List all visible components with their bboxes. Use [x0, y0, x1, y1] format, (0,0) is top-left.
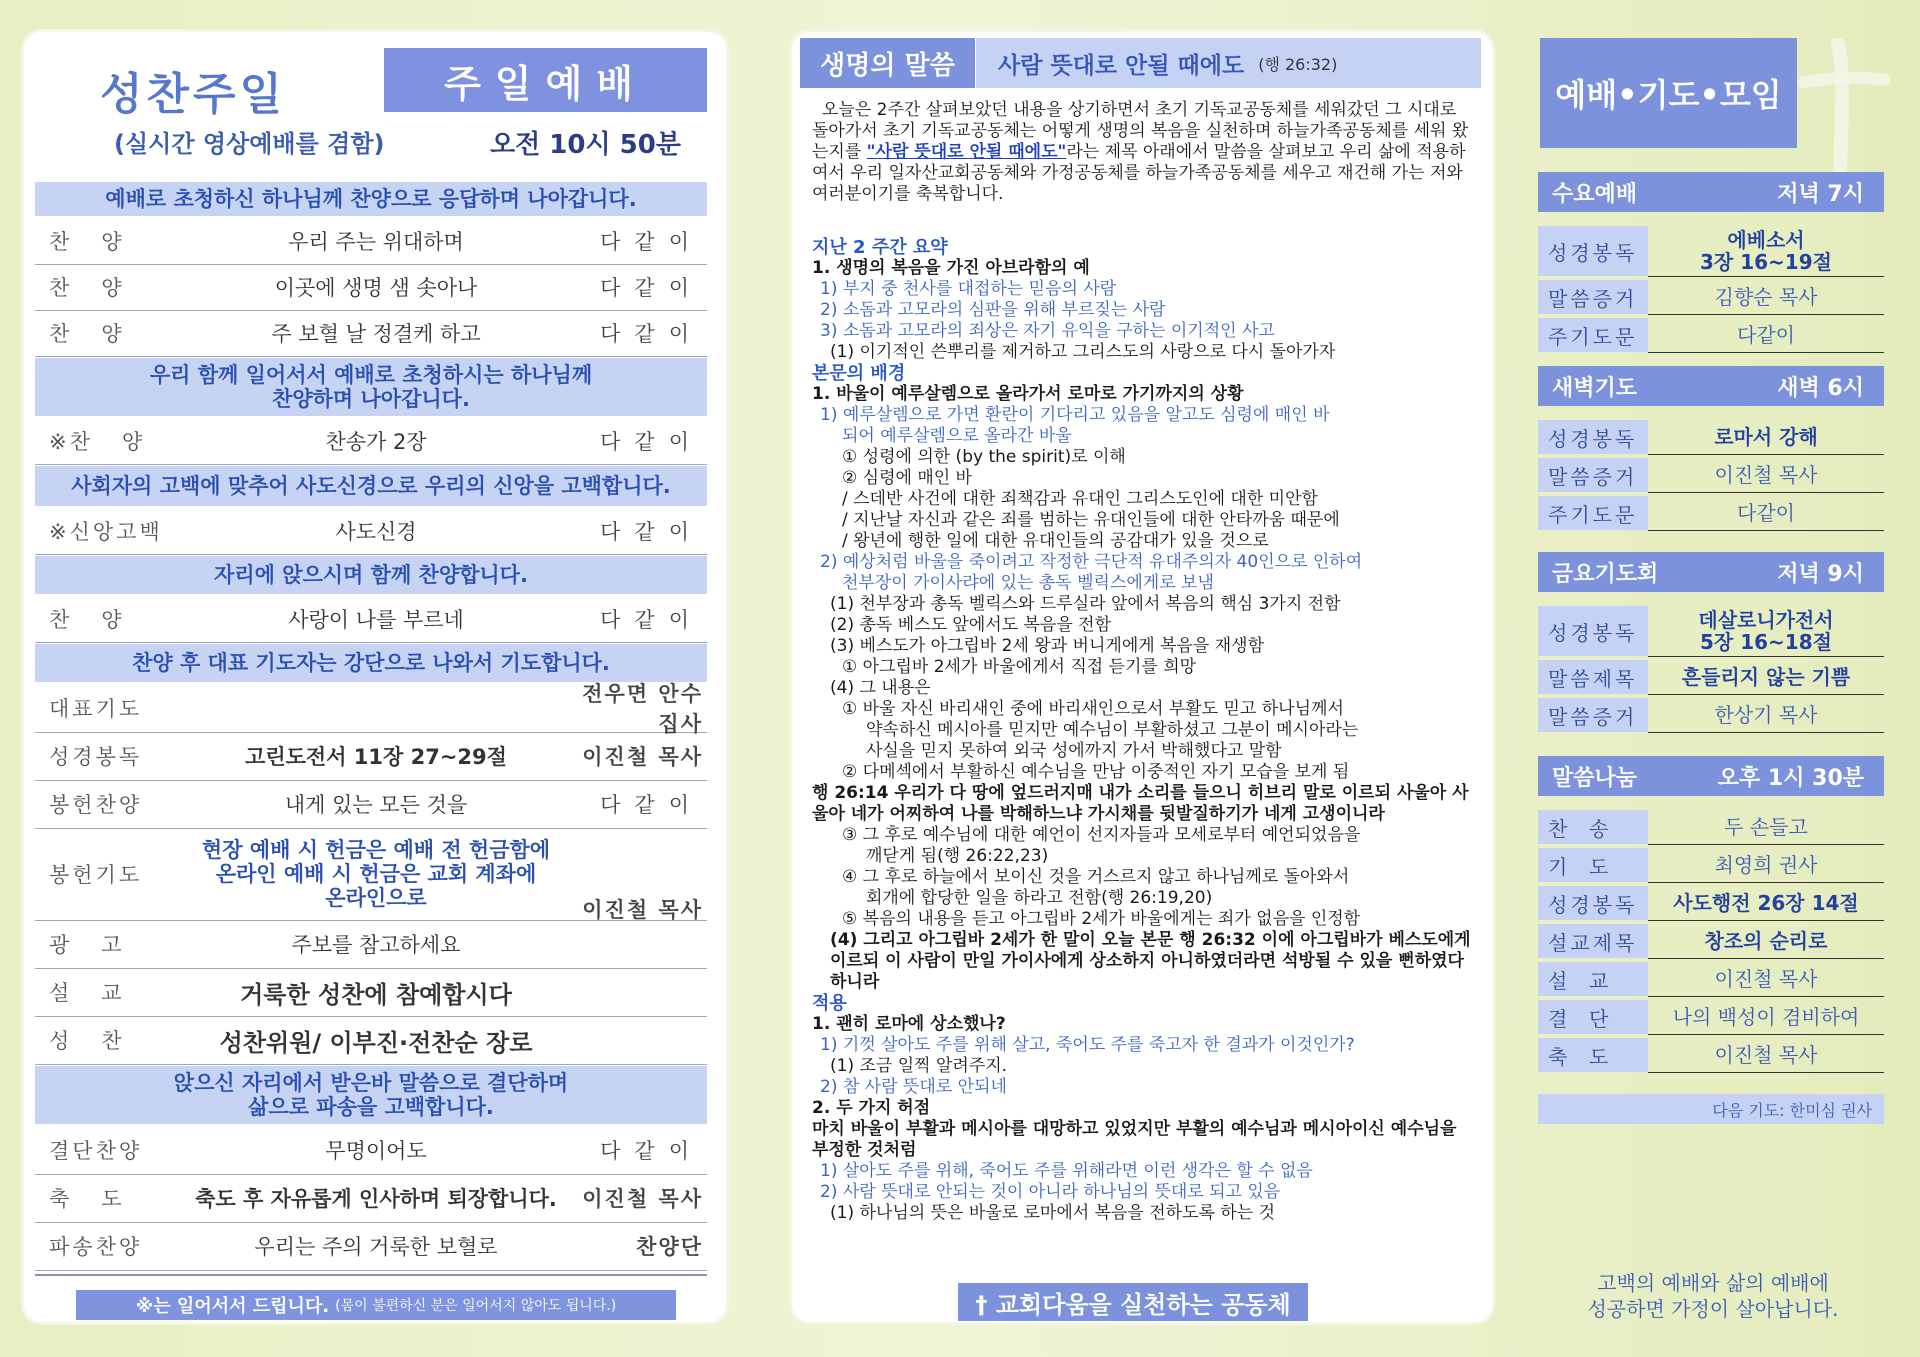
sermon-line: 2) 사람 뜻대로 안되는 것이 아니라 하나님의 뜻대로 되고 있음 [820, 1182, 1281, 1202]
sermon-line: 1) 살아도 주를 위해, 죽어도 주를 위해라면 이런 생각은 할 수 없음 [820, 1161, 1313, 1181]
schedule-header [1538, 552, 1884, 592]
schedule-row [1538, 496, 1884, 530]
order-row [35, 780, 707, 829]
schedule-header [1538, 172, 1884, 212]
intro-text-a: 오늘은 2주간 살펴보았던 내용을 상기하면서 초기 기독교공동체를 세워갔던 그 시대로 돌아가서 초기 기독교공동체는 어떻게 생명의 복음을 실천하며 하늘가족공동체를 세워 왔는지를 [812, 100, 1469, 162]
section-band: 예배로 초청하신 하나님께 찬양으로 응답하며 나아갑니다. [35, 182, 707, 216]
order-row [35, 508, 707, 555]
schedule-value: 이진철 목사 [1648, 962, 1884, 997]
sermon-line: (1) 이기적인 쓴뿌리를 제거하고 그리스도의 사랑으로 다시 돌아가자 [830, 342, 1336, 362]
schedule-row [1538, 318, 1884, 352]
order-item-content: 주보를 참고하세요 [291, 933, 461, 957]
order-row [35, 682, 707, 736]
sermon-line: 2) 소돔과 고모라의 심판을 위해 부르짖는 사람 [820, 300, 1166, 320]
schedule-key: 성경봉독 [1538, 420, 1648, 454]
schedule-header [1538, 366, 1884, 406]
sermon-line: / 지난날 자신과 같은 죄를 범하는 유대인들에 대한 안타까움 때문에 [842, 510, 1340, 530]
schedule-key: 주기도문 [1538, 318, 1648, 352]
order-row [35, 1174, 707, 1223]
order-item-leader: 전우면 안수집사 [582, 682, 703, 736]
schedule-row [1538, 1038, 1884, 1072]
schedule-title: 예배•기도•모임 [1540, 38, 1797, 148]
schedule-key: 말씀증거 [1538, 698, 1648, 732]
sermon-outline [812, 237, 1474, 1224]
sermon-line: 행 26:14 우리가 다 땅에 엎드러지매 내가 소리를 들으니 히브리 말로 이르되 사울아 사울아 네가 어찌하여 나를 박해하느냐 가시채를 뒷발질하기가 네게 고생이니라 [812, 783, 1469, 824]
order-item-leader: 다같이 [600, 276, 703, 300]
schedule-value: 다같이 [1648, 318, 1884, 353]
schedule-name: 수요예배 [1552, 181, 1638, 207]
order-row [35, 418, 707, 465]
order-row [35, 218, 707, 265]
section-band: 자리에 앉으시며 함께 찬양합니다. [35, 556, 707, 594]
sermon-line: (1) 천부장과 총독 벨릭스와 드루실라 앞에서 복음의 핵심 3가지 전함 [830, 594, 1341, 614]
order-item-content: 현장 예배 시 헌금은 예배 전 헌금함에 온라인 예배 시 헌금은 교회 계좌에 온라인으로 [201, 838, 551, 910]
sermon-title-text: 사람 뜻대로 안될 때에도 [998, 52, 1245, 79]
motto: 고백의 예배와 삶의 예배에 성공하면 가정이 살아납니다. [1587, 1271, 1839, 1321]
schedule-value: 나의 백성이 겸비하여 [1648, 1000, 1884, 1035]
subtitle: (실시간 영상예배를 겸함) [114, 130, 385, 158]
schedule-value: 이진철 목사 [1648, 1038, 1884, 1073]
order-item-label: 찬 양 [49, 276, 125, 300]
sermon-line: ③ 그 후로 예수님에 대한 예언이 선지자들과 모세로부터 예언되었음을 [842, 825, 1361, 845]
worship-label: 주일예배 [384, 48, 707, 112]
order-item-leader: 다같이 [600, 793, 703, 817]
sermon-ref: (행 26:32) [1258, 54, 1338, 74]
sermon-line: ⑤ 복음의 내용을 듣고 아그립바 2세가 바울에게는 죄가 없음을 인정함 [842, 909, 1361, 929]
schedule-row [1538, 810, 1884, 844]
order-item-leader: 다같이 [600, 230, 703, 254]
schedule-row [1538, 1000, 1884, 1034]
order-item-label: 찬 양 [49, 230, 125, 254]
schedule-value: 창조의 순리로 [1648, 924, 1884, 959]
sermon-intro [812, 100, 1474, 205]
sermon-line: 지난 2 주간 요약 [812, 237, 948, 258]
schedule-value: 다같이 [1648, 496, 1884, 531]
section-band: 사회자의 고백에 맞추어 사도신경으로 우리의 신앙을 고백합니다. [35, 466, 707, 506]
sermon-line: ④ 그 후로 하늘에서 보이신 것을 거스르지 않고 하나님께로 돌아와서 [842, 867, 1350, 887]
sermon-tag: 생명의 말씀 [800, 38, 975, 88]
schedule-value: 최영희 권사 [1648, 848, 1884, 883]
schedule-key: 축 도 [1538, 1038, 1648, 1072]
schedule-value: 이진철 목사 [1648, 458, 1884, 493]
standing-note-text: ※는 일어서서 드립니다. [135, 1296, 330, 1317]
sermon-line: 천부장이 가이사랴에 있는 총독 벨릭스에게로 보냄 [842, 573, 1214, 593]
order-item-leader: 다같이 [600, 608, 703, 632]
schedule-key: 말씀제목 [1538, 660, 1648, 694]
schedule-time: 오후 1시 30분 [1717, 765, 1864, 791]
schedule-key: 주기도문 [1538, 496, 1648, 530]
schedule-key: 설교제목 [1538, 924, 1648, 958]
sermon-line: 되어 예루살렘으로 올라간 바울 [842, 426, 1072, 446]
sermon-line: (1) 하나님의 뜻은 바울로 로마에서 복음을 전하도록 하는 것 [830, 1203, 1276, 1223]
order-item-leader: 다같이 [600, 520, 703, 544]
order-item-label: ※찬 양 [49, 430, 146, 454]
sermon-line: 1. 바울이 예루살렘으로 올라가서 로마로 가기까지의 상황 [812, 384, 1244, 404]
schedule-value: 로마서 강해 [1648, 420, 1884, 455]
order-item-label: 찬 양 [49, 608, 125, 632]
order-item-label: 결단찬양 [49, 1139, 143, 1163]
schedule-value: 흔들리지 않는 기쁨 [1648, 660, 1884, 695]
order-row [35, 732, 707, 781]
schedule-value: 한상기 목사 [1648, 698, 1884, 733]
sermon-line: (4) 그 내용은 [830, 678, 931, 698]
order-item-label: 광 고 [49, 933, 125, 957]
schedule-key: 말씀증거 [1538, 280, 1648, 314]
schedule-row [1538, 420, 1884, 454]
schedule-value: 데살로니가전서 5장 16~18절 [1648, 606, 1884, 657]
sermon-line: (3) 베스도가 아그립바 2세 왕과 버니게에게 복음을 재생함 [830, 636, 1265, 656]
schedule-row [1538, 606, 1884, 656]
order-row [35, 1222, 707, 1271]
sermon-line: 적용 [812, 993, 847, 1014]
schedule-key: 성경봉독 [1538, 226, 1648, 276]
order-item-label: 찬 양 [49, 322, 125, 346]
order-item-label: 봉헌기도 [49, 863, 143, 887]
schedule-name: 금요기도회 [1552, 561, 1659, 587]
order-item-label: 봉헌찬양 [49, 793, 143, 817]
sermon-line: 1. 생명의 복음을 가진 아브라함의 예 [812, 258, 1090, 278]
order-row [35, 920, 707, 969]
schedule-header [1538, 756, 1884, 796]
standing-note-small: (몸이 불편하신 분은 일어서지 않아도 됩니다.) [335, 1298, 617, 1314]
order-item-content: 우리 주는 위대하며 [288, 230, 464, 254]
schedule-name: 말씀나눔 [1552, 765, 1638, 791]
divider [35, 1274, 707, 1276]
schedule-key: 찬 송 [1538, 810, 1648, 844]
sermon-line: (1) 조금 일찍 알려주지. [830, 1056, 1008, 1076]
schedule-key: 기 도 [1538, 848, 1648, 882]
order-item-content: 사랑이 나를 부르네 [288, 608, 464, 632]
order-item-content: 우리는 주의 거룩한 보혈로 [254, 1235, 498, 1259]
order-item-label: 축 도 [49, 1187, 125, 1211]
order-item-content: 거룩한 성찬에 참예합시다 [240, 980, 512, 1009]
sermon-line: ① 성령에 의한 (by the spirit)로 이해 [842, 447, 1126, 467]
order-item-leader: 이진철 목사 [582, 1187, 703, 1211]
sermon-line: ① 아그립바 2세가 바울에게서 직접 듣기를 희망 [842, 657, 1197, 677]
sermon-line: 약속하신 메시아를 믿지만 예수님이 부활하셨고 그분이 메시아라는 [866, 720, 1359, 740]
sermon-line: (2) 총독 베스도 앞에서도 복음을 전함 [830, 615, 1112, 635]
order-row [35, 596, 707, 643]
section-band: 앉으신 자리에서 받은바 말씀으로 결단하며 삶으로 파송을 고백합니다. [35, 1066, 707, 1124]
sermon-title [976, 38, 1481, 88]
sermon-line: 깨닫게 됨(행 26:22,23) [866, 846, 1049, 866]
schedule-time: 저녁 9시 [1777, 561, 1864, 587]
standing-note [76, 1290, 676, 1320]
sermon-line: 2) 예상처럼 바울을 죽이려고 작정한 극단적 유대주의자 40인으로 인하여 [820, 552, 1363, 572]
schedule-row [1538, 962, 1884, 996]
schedule-value: 두 손들고 [1648, 810, 1884, 845]
order-item-content: 무명이어도 [325, 1139, 427, 1163]
order-row [35, 828, 707, 921]
sermon-line: ② 심령에 매인 바 [842, 468, 972, 488]
schedule-time: 새벽 6시 [1777, 375, 1864, 401]
schedule-value: 사도행전 26장 14절 [1648, 886, 1884, 921]
sermon-line: / 스데반 사건에 대한 죄책감과 유대인 그리스도인에 대한 미안함 [842, 489, 1318, 509]
schedule-key: 성경봉독 [1538, 606, 1648, 656]
order-row [35, 968, 707, 1017]
order-item-content: 성찬위원/ 이부진·전찬순 장로 [219, 1028, 533, 1057]
order-item-content: 이곳에 생명 샘 솟아나 [274, 276, 478, 300]
next-prayer-note: 다음 기도: 한미심 권사 [1538, 1094, 1884, 1124]
section-band: 찬양 후 대표 기도자는 강단으로 나와서 기도합니다. [35, 644, 707, 682]
order-item-leader: 찬양단 [636, 1235, 703, 1259]
schedule-value: 에베소서 3장 16~19절 [1648, 226, 1884, 277]
schedule-row [1538, 226, 1884, 276]
sermon-line: 1) 예루살렘으로 가면 환란이 기다리고 있음을 알고도 심령에 매인 바 [820, 405, 1330, 425]
sermon-line: 회개에 합당한 일을 하라고 전함(행 26:19,20) [866, 888, 1213, 908]
sermon-line: / 왕년에 행한 일에 대한 유대인들의 공감대가 있을 것으로 [842, 531, 1269, 551]
schedule-row [1538, 886, 1884, 920]
sermon-line: 1) 기껏 살아도 주를 위해 살고, 죽어도 주를 죽고자 한 결과가 이것인가? [820, 1035, 1355, 1055]
schedule-row [1538, 848, 1884, 882]
order-item-leader: 다같이 [600, 1139, 703, 1163]
schedule-time: 저녁 7시 [1777, 181, 1864, 207]
schedule-key: 설 교 [1538, 962, 1648, 996]
order-item-label: 성경봉독 [49, 745, 143, 769]
section-band: 우리 함께 일어서서 예배로 초청하시는 하나님께 찬양하며 나아갑니다. [35, 358, 707, 416]
order-item-content: 내게 있는 모든 것을 [284, 793, 468, 817]
order-item-content: 축도 후 자유롭게 인사하며 퇴장합니다. [195, 1187, 557, 1211]
sermon-line: 3) 소돔과 고모라의 죄상은 자기 유익을 구하는 이기적인 사고 [820, 321, 1275, 341]
schedule-key: 성경봉독 [1538, 886, 1648, 920]
sermon-line: 2. 두 가지 허점 [812, 1098, 931, 1118]
schedule-row [1538, 458, 1884, 492]
schedule-key: 말씀증거 [1538, 458, 1648, 492]
order-item-leader: 다같이 [600, 430, 703, 454]
cross-icon [1790, 38, 1890, 178]
order-row [35, 264, 707, 311]
schedule-key: 결 단 [1538, 1000, 1648, 1034]
order-row [35, 310, 707, 357]
order-item-label: 대표기도 [49, 697, 143, 721]
intro-text-b: 라는 제목 아래에서 말씀을 살펴보고 우리 삶에 적용하여서 우리 일자산교회공동체와 가정공동체를 하늘가족공동체를 세우고 재건해 가는 저와 여러분이기를 축복합니다. [812, 142, 1466, 204]
sermon-line: 1) 부지 중 천사를 대접하는 믿음의 사람 [820, 279, 1117, 299]
intro-highlight: "사람 뜻대로 안될 때에도" [866, 142, 1067, 162]
sermon-line: (4) 그리고 아그립바 2세가 한 말이 오늘 본문 행 26:32 이에 아그립바가 베스도에게 이르되 이 사람이 만일 가이사에게 상소하지 아니하였더라면 석방될 수 있을 뻔하였다 하니라 [830, 930, 1471, 992]
sermon-line: 사실을 믿지 못하여 외국 성에까지 가서 박해했다고 말함 [866, 741, 1282, 761]
church-slogan: † 교회다움을 실천하는 공동체 [958, 1283, 1308, 1321]
schedule-row [1538, 924, 1884, 958]
order-row [35, 1126, 707, 1175]
order-item-label: 설 교 [49, 981, 125, 1005]
sermon-line: 본문의 배경 [812, 363, 906, 384]
schedule-row [1538, 660, 1884, 694]
order-item-label: ※신앙고백 [49, 520, 163, 544]
schedule-name: 새벽기도 [1552, 375, 1638, 401]
sermon-line: 2) 참 사람 뜻대로 안되네 [820, 1077, 1007, 1097]
order-item-leader: 이진철 목사 [582, 745, 703, 769]
order-item-leader: 이진철 목사 [582, 898, 703, 922]
order-item-content: 사도신경 [335, 520, 417, 544]
sermon-line: 마치 바울이 부활과 메시아를 대망하고 있었지만 부활의 예수님과 메시아이신 예수님을 부정한 것처럼 [812, 1119, 1457, 1160]
sermon-line: ② 다메섹에서 부활하신 예수님을 만남 이중적인 자기 모습을 보게 됨 [842, 762, 1350, 782]
order-item-leader: 다같이 [600, 322, 703, 346]
sermon-line: 1. 괜히 로마에 상소했나? [812, 1014, 1006, 1034]
schedule-row [1538, 698, 1884, 732]
order-item-content: 찬송가 2장 [325, 430, 427, 454]
schedule-row [1538, 280, 1884, 314]
order-item-content: 고린도전서 11장 27~29절 [245, 745, 507, 769]
order-row [35, 1016, 707, 1065]
sermon-line: ① 바울 자신 바리새인 중에 바리새인으로서 부활도 믿고 하나님께서 [842, 699, 1344, 719]
schedule-value: 김향순 목사 [1648, 280, 1884, 315]
order-item-label: 성 찬 [49, 1029, 125, 1053]
order-item-content: 주 보혈 날 정결케 하고 [271, 322, 481, 346]
page-title: 성찬주일 [100, 69, 287, 120]
order-item-label: 파송찬양 [49, 1235, 143, 1259]
service-time: 오전 10시 50분 [490, 130, 681, 160]
